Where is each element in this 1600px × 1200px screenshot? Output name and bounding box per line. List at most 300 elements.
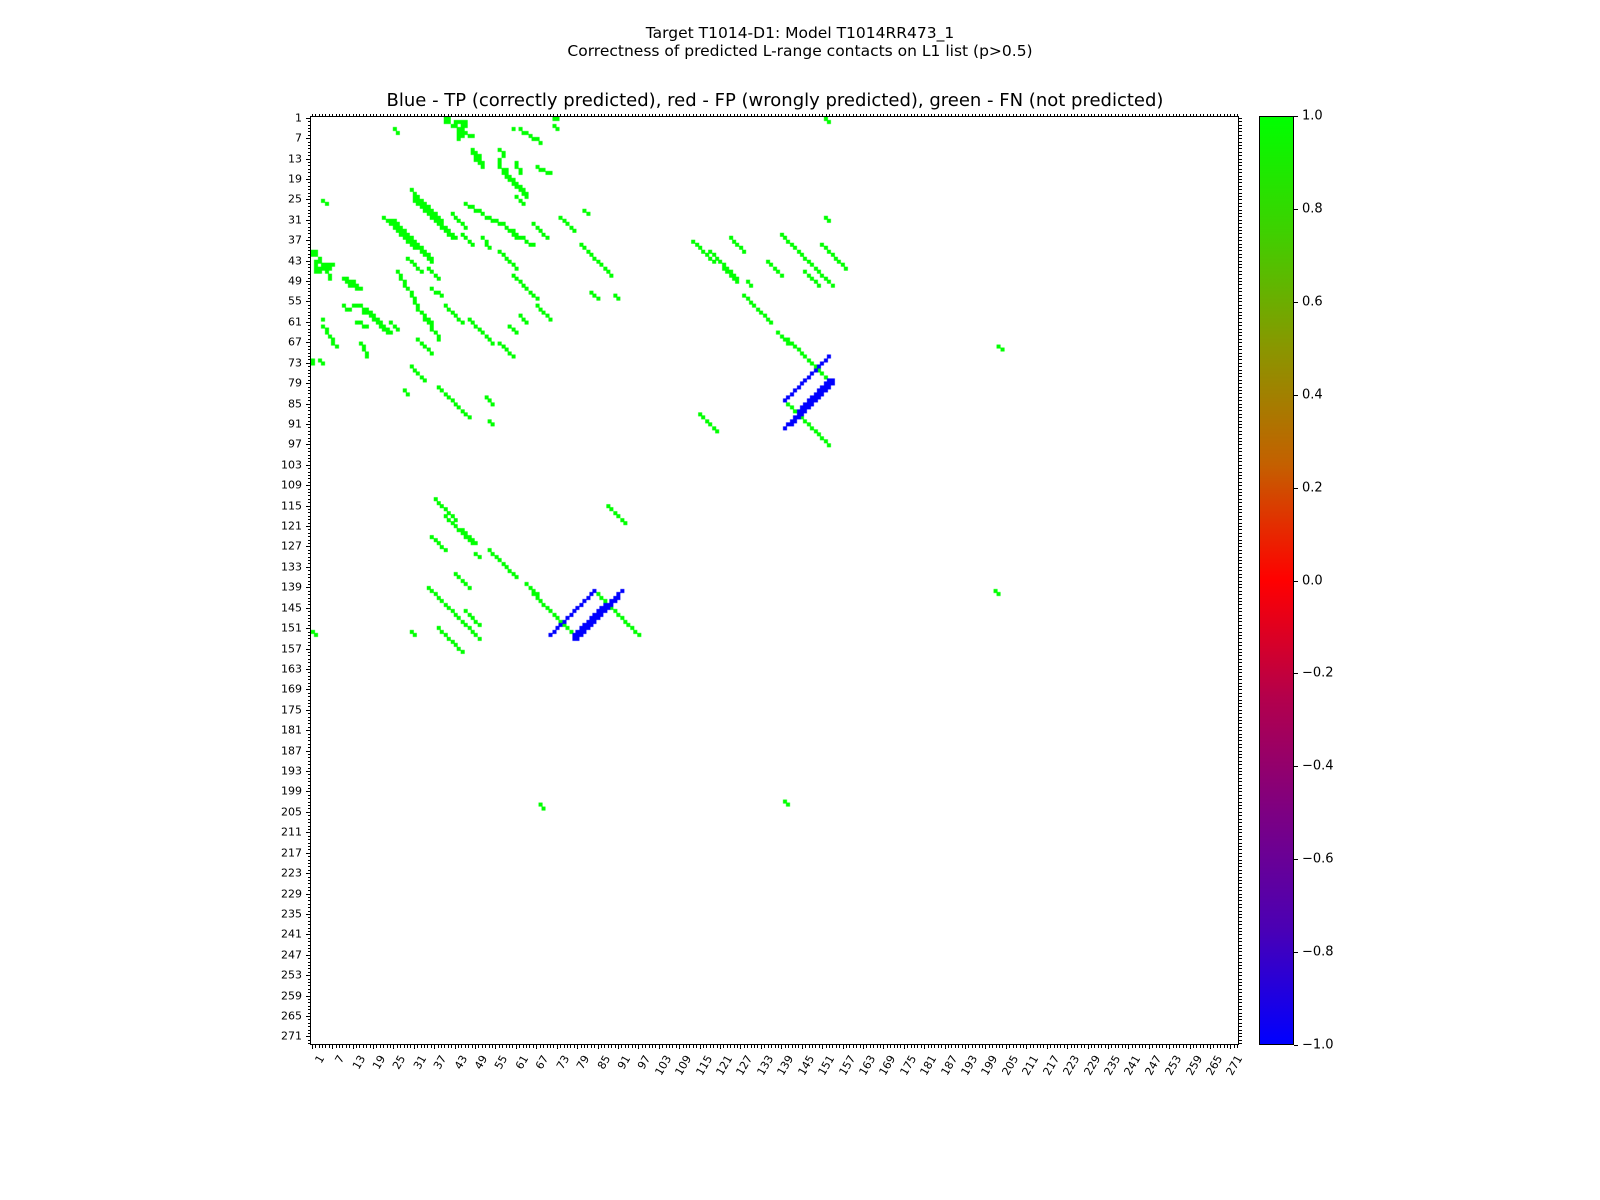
x-minor-tick bbox=[703, 1045, 704, 1048]
y-minor-tick bbox=[308, 819, 311, 820]
y-minor-tick-right bbox=[1239, 244, 1242, 245]
x-tick-label: 259 bbox=[1183, 1053, 1205, 1078]
x-tick-label: 241 bbox=[1121, 1053, 1144, 1078]
x-minor-tick-top bbox=[710, 114, 711, 117]
x-minor-tick-top bbox=[740, 114, 741, 117]
y-minor-tick bbox=[308, 284, 311, 285]
y-minor-tick-right bbox=[1239, 985, 1242, 986]
x-minor-tick-top bbox=[713, 114, 714, 117]
x-minor-tick-top bbox=[941, 114, 942, 117]
y-minor-tick bbox=[308, 400, 311, 401]
y-minor-tick bbox=[308, 979, 311, 980]
y-minor-tick-right bbox=[1239, 1030, 1242, 1031]
x-minor-tick-top bbox=[482, 114, 483, 117]
y-minor-tick bbox=[308, 390, 311, 391]
y-minor-tick bbox=[308, 826, 311, 827]
y-tick-label: 49 bbox=[288, 274, 302, 288]
y-minor-tick-right bbox=[1239, 557, 1242, 558]
x-tick-label: 271 bbox=[1223, 1053, 1246, 1078]
y-minor-tick-right bbox=[1239, 1040, 1242, 1041]
x-minor-tick-top bbox=[1020, 114, 1021, 117]
y-minor-tick-right bbox=[1239, 587, 1242, 588]
x-minor-tick bbox=[645, 1045, 646, 1048]
x-tick-label: 169 bbox=[876, 1053, 899, 1078]
x-minor-tick bbox=[512, 1045, 513, 1048]
x-minor-tick-top bbox=[638, 114, 639, 117]
x-minor-tick bbox=[785, 1045, 786, 1048]
y-minor-tick-right bbox=[1239, 125, 1242, 126]
x-minor-tick-top bbox=[730, 114, 731, 117]
x-minor-tick bbox=[492, 1045, 493, 1048]
y-minor-tick-right bbox=[1239, 642, 1242, 643]
colorbar-tick-label: −0.4 bbox=[1302, 758, 1334, 774]
y-minor-tick bbox=[308, 696, 311, 697]
x-minor-tick-top bbox=[557, 114, 558, 117]
x-tick-label: 127 bbox=[733, 1053, 756, 1078]
y-minor-tick-right bbox=[1239, 193, 1242, 194]
x-minor-tick-top bbox=[706, 114, 707, 117]
y-minor-tick-right bbox=[1239, 529, 1242, 530]
y-minor-tick-right bbox=[1239, 475, 1242, 476]
y-tick-label: 97 bbox=[288, 437, 302, 451]
y-minor-tick-right bbox=[1239, 771, 1242, 772]
x-minor-tick bbox=[812, 1045, 813, 1048]
x-tick-label: 43 bbox=[451, 1053, 470, 1072]
x-minor-tick-top bbox=[812, 114, 813, 117]
y-minor-tick bbox=[308, 1009, 311, 1010]
x-minor-tick bbox=[1128, 1045, 1129, 1048]
x-minor-tick-top bbox=[866, 114, 867, 117]
x-minor-tick bbox=[1101, 1045, 1102, 1048]
x-minor-tick bbox=[710, 1045, 711, 1048]
y-minor-tick-right bbox=[1239, 723, 1242, 724]
x-minor-tick bbox=[390, 1045, 391, 1048]
x-minor-tick bbox=[924, 1045, 925, 1048]
y-minor-tick-right bbox=[1239, 652, 1242, 653]
x-minor-tick-top bbox=[336, 114, 337, 117]
y-minor-tick bbox=[308, 900, 311, 901]
x-minor-tick-top bbox=[431, 114, 432, 117]
x-tick-label: 145 bbox=[795, 1053, 817, 1078]
y-minor-tick-right bbox=[1239, 717, 1242, 718]
y-minor-tick bbox=[308, 455, 311, 456]
x-minor-tick bbox=[1220, 1045, 1221, 1048]
x-minor-tick-top bbox=[458, 114, 459, 117]
y-minor-tick bbox=[308, 267, 311, 268]
x-minor-tick-top bbox=[890, 114, 891, 117]
x-minor-tick bbox=[635, 1045, 636, 1048]
x-minor-tick bbox=[1230, 1045, 1231, 1048]
x-minor-tick bbox=[768, 1045, 769, 1048]
x-minor-tick-top bbox=[747, 114, 748, 117]
x-minor-tick bbox=[744, 1045, 745, 1048]
x-minor-tick bbox=[400, 1045, 401, 1048]
y-minor-tick-right bbox=[1239, 574, 1242, 575]
y-minor-tick bbox=[308, 945, 311, 946]
y-minor-tick-right bbox=[1239, 318, 1242, 319]
y-minor-tick bbox=[308, 795, 311, 796]
x-minor-tick-top bbox=[1210, 114, 1211, 117]
y-minor-tick-right bbox=[1239, 172, 1242, 173]
x-tick-label: 109 bbox=[672, 1053, 695, 1078]
x-tick-label: 133 bbox=[754, 1053, 777, 1078]
x-minor-tick bbox=[1040, 1045, 1041, 1048]
x-minor-tick bbox=[322, 1045, 323, 1048]
x-minor-tick-top bbox=[400, 114, 401, 117]
x-minor-tick-top bbox=[792, 114, 793, 117]
y-tick-label: 151 bbox=[281, 621, 302, 635]
x-minor-tick-top bbox=[655, 114, 656, 117]
x-minor-tick bbox=[1227, 1045, 1228, 1048]
x-minor-tick bbox=[465, 1045, 466, 1048]
x-minor-tick-top bbox=[968, 114, 969, 117]
x-minor-tick-top bbox=[567, 114, 568, 117]
x-minor-tick-top bbox=[598, 114, 599, 117]
x-minor-tick-top bbox=[1166, 114, 1167, 117]
x-minor-tick-top bbox=[744, 114, 745, 117]
x-tick-label: 199 bbox=[978, 1053, 1001, 1078]
x-minor-tick bbox=[332, 1045, 333, 1048]
y-minor-tick bbox=[308, 785, 311, 786]
y-minor-tick bbox=[308, 628, 311, 629]
x-minor-tick bbox=[495, 1045, 496, 1048]
y-minor-tick bbox=[308, 458, 311, 459]
y-minor-tick-right bbox=[1239, 278, 1242, 279]
figure-suptitle-line-1: Target T1014-D1: Model T1014RR473_1 bbox=[645, 24, 955, 42]
y-minor-tick bbox=[308, 346, 311, 347]
y-minor-tick bbox=[308, 370, 311, 371]
x-minor-tick bbox=[383, 1045, 384, 1048]
x-minor-tick-top bbox=[1128, 114, 1129, 117]
y-minor-tick bbox=[308, 870, 311, 871]
x-minor-tick-top bbox=[649, 114, 650, 117]
y-minor-tick-right bbox=[1239, 900, 1242, 901]
x-minor-tick bbox=[900, 1045, 901, 1048]
y-minor-tick-right bbox=[1239, 540, 1242, 541]
y-minor-tick-right bbox=[1239, 689, 1242, 690]
x-minor-tick bbox=[890, 1045, 891, 1048]
x-minor-tick-top bbox=[1054, 114, 1055, 117]
y-tick-label: 211 bbox=[281, 825, 302, 839]
x-minor-tick bbox=[455, 1045, 456, 1048]
x-minor-tick-top bbox=[427, 114, 428, 117]
x-minor-tick bbox=[764, 1045, 765, 1048]
y-tick-label: 55 bbox=[288, 294, 302, 308]
y-minor-tick-right bbox=[1239, 1009, 1242, 1010]
x-minor-tick bbox=[659, 1045, 660, 1048]
x-minor-tick bbox=[734, 1045, 735, 1048]
y-minor-tick-right bbox=[1239, 700, 1242, 701]
x-minor-tick bbox=[856, 1045, 857, 1048]
y-minor-tick bbox=[308, 186, 311, 187]
x-minor-tick bbox=[502, 1045, 503, 1048]
y-minor-tick-right bbox=[1239, 863, 1242, 864]
x-minor-tick-top bbox=[795, 114, 796, 117]
y-minor-tick bbox=[308, 478, 311, 479]
y-minor-tick bbox=[308, 686, 311, 687]
x-minor-tick-top bbox=[873, 114, 874, 117]
y-minor-tick-right bbox=[1239, 659, 1242, 660]
x-minor-tick-top bbox=[771, 114, 772, 117]
x-minor-tick-top bbox=[1026, 114, 1027, 117]
y-minor-tick-right bbox=[1239, 679, 1242, 680]
y-minor-tick-right bbox=[1239, 778, 1242, 779]
x-minor-tick bbox=[911, 1045, 912, 1048]
y-minor-tick-right bbox=[1239, 839, 1242, 840]
x-minor-tick-top bbox=[904, 114, 905, 117]
x-minor-tick bbox=[897, 1045, 898, 1048]
y-minor-tick bbox=[308, 172, 311, 173]
x-minor-tick bbox=[887, 1045, 888, 1048]
x-minor-tick-top bbox=[1067, 114, 1068, 117]
y-minor-tick-right bbox=[1239, 638, 1242, 639]
y-minor-tick bbox=[308, 904, 311, 905]
x-minor-tick bbox=[1037, 1045, 1038, 1048]
x-minor-tick bbox=[404, 1045, 405, 1048]
y-minor-tick bbox=[308, 179, 311, 180]
x-minor-tick-top bbox=[1040, 114, 1041, 117]
y-minor-tick bbox=[308, 380, 311, 381]
x-minor-tick bbox=[849, 1045, 850, 1048]
y-minor-tick bbox=[308, 1023, 311, 1024]
y-minor-tick-right bbox=[1239, 142, 1242, 143]
y-minor-tick-right bbox=[1239, 261, 1242, 262]
y-minor-tick bbox=[308, 730, 311, 731]
y-minor-tick-right bbox=[1239, 502, 1242, 503]
y-minor-tick bbox=[308, 764, 311, 765]
y-minor-tick-right bbox=[1239, 322, 1242, 323]
x-minor-tick bbox=[1203, 1045, 1204, 1048]
x-minor-tick bbox=[564, 1045, 565, 1048]
x-minor-tick-top bbox=[509, 114, 510, 117]
y-minor-tick-right bbox=[1239, 155, 1242, 156]
x-tick-label: 25 bbox=[390, 1053, 409, 1072]
y-minor-tick bbox=[308, 632, 311, 633]
y-minor-tick bbox=[308, 706, 311, 707]
x-minor-tick bbox=[638, 1045, 639, 1048]
contact-map-plot bbox=[310, 116, 1239, 1045]
y-minor-tick-right bbox=[1239, 189, 1242, 190]
y-minor-tick bbox=[308, 570, 311, 571]
x-minor-tick bbox=[1043, 1045, 1044, 1048]
x-minor-tick-top bbox=[982, 114, 983, 117]
x-minor-tick bbox=[458, 1045, 459, 1048]
y-minor-tick-right bbox=[1239, 581, 1242, 582]
x-minor-tick bbox=[720, 1045, 721, 1048]
x-minor-tick bbox=[376, 1045, 377, 1048]
x-minor-tick-top bbox=[962, 114, 963, 117]
y-tick-label: 175 bbox=[281, 703, 302, 717]
x-minor-tick bbox=[1071, 1045, 1072, 1048]
y-minor-tick-right bbox=[1239, 431, 1242, 432]
x-minor-tick-top bbox=[778, 114, 779, 117]
y-tick-label: 115 bbox=[281, 499, 302, 513]
x-minor-tick bbox=[468, 1045, 469, 1048]
x-minor-tick bbox=[547, 1045, 548, 1048]
y-minor-tick-right bbox=[1239, 870, 1242, 871]
x-minor-tick-top bbox=[1159, 114, 1160, 117]
x-minor-tick bbox=[431, 1045, 432, 1048]
y-minor-tick-right bbox=[1239, 860, 1242, 861]
x-tick-label: 163 bbox=[856, 1053, 879, 1078]
x-minor-tick bbox=[1196, 1045, 1197, 1048]
x-minor-tick bbox=[846, 1045, 847, 1048]
x-minor-tick bbox=[393, 1045, 394, 1048]
y-minor-tick bbox=[308, 751, 311, 752]
y-minor-tick-right bbox=[1239, 366, 1242, 367]
x-minor-tick-top bbox=[417, 114, 418, 117]
y-minor-tick-right bbox=[1239, 257, 1242, 258]
y-minor-tick-right bbox=[1239, 533, 1242, 534]
y-minor-tick bbox=[308, 1030, 311, 1031]
x-minor-tick bbox=[788, 1045, 789, 1048]
x-minor-tick-top bbox=[860, 114, 861, 117]
x-minor-tick-top bbox=[1050, 114, 1051, 117]
x-minor-tick-top bbox=[1145, 114, 1146, 117]
x-minor-tick bbox=[621, 1045, 622, 1048]
y-minor-tick-right bbox=[1239, 625, 1242, 626]
x-minor-tick-top bbox=[1115, 114, 1116, 117]
y-minor-tick bbox=[308, 907, 311, 908]
x-minor-tick-top bbox=[1043, 114, 1044, 117]
y-minor-tick-right bbox=[1239, 519, 1242, 520]
y-minor-tick-right bbox=[1239, 686, 1242, 687]
y-minor-tick bbox=[308, 325, 311, 326]
colorbar-tick-mark bbox=[1294, 581, 1298, 582]
y-minor-tick-right bbox=[1239, 1036, 1242, 1037]
x-minor-tick-top bbox=[720, 114, 721, 117]
x-minor-tick bbox=[679, 1045, 680, 1048]
x-minor-tick-top bbox=[346, 114, 347, 117]
x-minor-tick bbox=[366, 1045, 367, 1048]
x-minor-tick bbox=[866, 1045, 867, 1048]
y-minor-tick-right bbox=[1239, 734, 1242, 735]
y-minor-tick-right bbox=[1239, 305, 1242, 306]
y-tick-label: 247 bbox=[281, 948, 302, 962]
y-minor-tick bbox=[308, 931, 311, 932]
y-minor-tick-right bbox=[1239, 441, 1242, 442]
x-minor-tick bbox=[370, 1045, 371, 1048]
x-minor-tick bbox=[696, 1045, 697, 1048]
x-minor-tick-top bbox=[703, 114, 704, 117]
y-minor-tick bbox=[308, 131, 311, 132]
y-minor-tick bbox=[308, 676, 311, 677]
x-minor-tick-top bbox=[1098, 114, 1099, 117]
y-minor-tick bbox=[308, 958, 311, 959]
y-minor-tick bbox=[308, 410, 311, 411]
y-minor-tick bbox=[308, 417, 311, 418]
x-tick-label: 49 bbox=[472, 1053, 491, 1072]
y-minor-tick bbox=[308, 710, 311, 711]
y-minor-tick-right bbox=[1239, 999, 1242, 1000]
y-minor-tick bbox=[308, 121, 311, 122]
y-minor-tick bbox=[308, 788, 311, 789]
y-tick-label: 145 bbox=[281, 601, 302, 615]
x-tick-label: 229 bbox=[1081, 1053, 1103, 1078]
x-tick-label: 223 bbox=[1060, 1053, 1083, 1078]
x-minor-tick bbox=[802, 1045, 803, 1048]
y-minor-tick bbox=[308, 312, 311, 313]
y-minor-tick bbox=[308, 281, 311, 282]
x-minor-tick-top bbox=[1217, 114, 1218, 117]
y-minor-tick bbox=[308, 638, 311, 639]
y-minor-tick bbox=[308, 601, 311, 602]
y-minor-tick bbox=[308, 465, 311, 466]
x-minor-tick-top bbox=[1227, 114, 1228, 117]
colorbar-tick-mark bbox=[1294, 488, 1298, 489]
y-minor-tick bbox=[308, 152, 311, 153]
y-minor-tick bbox=[308, 546, 311, 547]
x-minor-tick-top bbox=[979, 114, 980, 117]
y-minor-tick-right bbox=[1239, 962, 1242, 963]
y-minor-tick bbox=[308, 985, 311, 986]
x-minor-tick-top bbox=[1006, 114, 1007, 117]
y-minor-tick-right bbox=[1239, 145, 1242, 146]
x-minor-tick-top bbox=[689, 114, 690, 117]
y-minor-tick bbox=[308, 897, 311, 898]
x-minor-tick bbox=[1074, 1045, 1075, 1048]
x-minor-tick bbox=[1156, 1045, 1157, 1048]
colorbar-tick-label: −0.6 bbox=[1302, 851, 1334, 867]
y-minor-tick-right bbox=[1239, 397, 1242, 398]
x-minor-tick-top bbox=[914, 114, 915, 117]
y-minor-tick-right bbox=[1239, 604, 1242, 605]
contact-map-canvas bbox=[311, 117, 1238, 1044]
x-minor-tick bbox=[1207, 1045, 1208, 1048]
y-minor-tick-right bbox=[1239, 979, 1242, 980]
x-minor-tick-top bbox=[642, 114, 643, 117]
x-minor-tick bbox=[985, 1045, 986, 1048]
x-minor-tick bbox=[1139, 1045, 1140, 1048]
y-minor-tick-right bbox=[1239, 342, 1242, 343]
x-minor-tick bbox=[315, 1045, 316, 1048]
x-tick-label: 115 bbox=[693, 1053, 715, 1078]
x-minor-tick bbox=[363, 1045, 364, 1048]
x-minor-tick-top bbox=[550, 114, 551, 117]
y-minor-tick-right bbox=[1239, 414, 1242, 415]
y-minor-tick-right bbox=[1239, 655, 1242, 656]
x-minor-tick bbox=[723, 1045, 724, 1048]
y-minor-tick-right bbox=[1239, 982, 1242, 983]
x-minor-tick bbox=[441, 1045, 442, 1048]
y-minor-tick bbox=[308, 836, 311, 837]
y-minor-tick bbox=[308, 359, 311, 360]
y-minor-tick-right bbox=[1239, 427, 1242, 428]
y-minor-tick bbox=[308, 863, 311, 864]
x-minor-tick-top bbox=[380, 114, 381, 117]
x-minor-tick bbox=[771, 1045, 772, 1048]
x-tick-label: 175 bbox=[897, 1053, 920, 1078]
y-minor-tick-right bbox=[1239, 836, 1242, 837]
x-minor-tick-top bbox=[955, 114, 956, 117]
x-minor-tick-top bbox=[540, 114, 541, 117]
x-tick-label: 151 bbox=[815, 1053, 838, 1078]
y-tick-label: 127 bbox=[281, 539, 302, 553]
x-minor-tick-top bbox=[1033, 114, 1034, 117]
y-minor-tick-right bbox=[1239, 805, 1242, 806]
y-minor-tick-right bbox=[1239, 376, 1242, 377]
y-minor-tick bbox=[308, 308, 311, 309]
y-minor-tick-right bbox=[1239, 972, 1242, 973]
x-minor-tick bbox=[1067, 1045, 1068, 1048]
x-minor-tick-top bbox=[948, 114, 949, 117]
y-minor-tick-right bbox=[1239, 176, 1242, 177]
x-minor-tick bbox=[1183, 1045, 1184, 1048]
y-minor-tick-right bbox=[1239, 271, 1242, 272]
x-tick-label: 1 bbox=[312, 1053, 327, 1066]
x-minor-tick-top bbox=[781, 114, 782, 117]
y-minor-tick bbox=[308, 778, 311, 779]
